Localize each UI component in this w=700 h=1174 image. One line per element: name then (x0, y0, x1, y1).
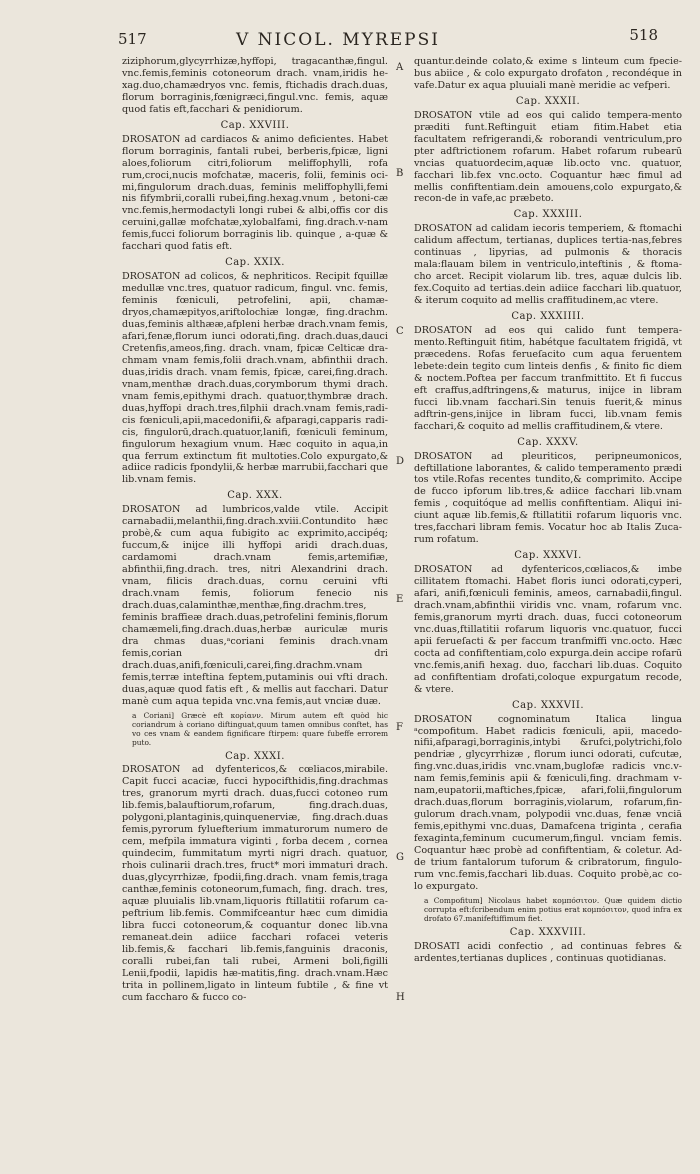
right-paragraph: quantur.deinde colato,& exime s linteum cum fpecie-bus abiice , & colo expurgato drofaton , recondéque in vafe.Datur ex aqua pluuiali manè meridie ac vefperi. (414, 56, 682, 91)
right-chapter-heading: Cap. XXXVIII. (509, 926, 587, 938)
right-paragraph: DROSATON ad pleuriticos, peripneumonicos, deftillatione laborantes, & calido temperamento prædi tos vtile.Rofas recentes tundito,& comprimito. Accipe de fucco ipforum lib.tres,& adiice facchari lib.vnam femis , coquitóque ad mellis confiftentiam. Aliqui ini-ciunt aquæ lib.femis,& ftillatitii rofarum liquoris vnc. tres,facchari libram femis. Vocatur hoc ab Italis Zuca-rum rofatum. (414, 450, 682, 546)
right-chapter-heading: Cap. XXXII. (515, 95, 581, 107)
right-paragraph: DROSATON ad eos qui calido funt tempera-mento.Reftinguit fitim, habétque facultatem frigidā, vt præcedens. Rofas ferueſacito cum aqua feruentem lebete:dein tegito cum linteis denfis , & finito fic diem & noctem.Poftea per faccum tranfmittito. Et fi fuccus eft craffus,adftringens,& maturus, inijce in libram fucci lib.vnam facchari.Sin tenuis fuerit,& minus adftrin-gens,inijce in libram fucci, lib.vnam femis facchari,& coquito ad mellis craffitudinem,& vtere. (414, 325, 682, 432)
left-paragraph: DROSATON ad colicos, & nephriticos. Recipit fquillæ medullæ vnc.tres, quatuor radicum, fingul. vnc. femis, feminis fœniculi, petrofelini, apii, chamæ-dryos,chamæpityos,ariftolochiæ longæ, fing.drachm. duas,feminis althææ,afpleni herbæ drach.vnam femis, afari,fenæ,florum iunci odorati,fing. drach.duas,dauci Cretenfis,ameos,fing. drach. vnam, fpicæ Celticæ dra-chmam vnam femis,folii drach.vnam, abfinthii drach. duas,iridis drach. vnam femis, fpicæ, carei,fing.drach. vnam,menthæ drach.duas,corymborum thymi drach. vnam femis,epithymi drach. quatuor,thymbræ drach. duas,hyffopi drach.tres,filphii drach.vnam femis,radi-cis fœniculi,apii,macedonifii,& afparagi,capparis radi-cis, fingulorū,drach.quatuor,lanifi, fœniculi feminum, fingulorum hexagium vnum. Hæc coquito in aqua,in qua ferrum extinctum fit multoties.Colo expurgato,& adiice radicis fpondylii,& herbæ marrubii,facchari que lib.vnam femis. (122, 271, 388, 486)
right-paragraph: DROSATON vtile ad eos qui calido tempera-mento præditi funt.Reftinguit etiam fitim.Habet etia facultatem refrigerandi,& roborandi ventriculum,pro pter adftrictionem rofarum. Habet rofarum rubearū vncias quatuordecim,aquæ lib.octo vnc. quatuor, facchari lib.fex vnc.octo. Coquantur hæc fimul ad mellis confiftentiam.dein amouens,colo expurgato,& recon-de in vafe,ac præbeto. (414, 109, 682, 205)
margin-letter: D (396, 456, 405, 467)
margin-letter: G (396, 852, 404, 863)
right-paragraph: DROSATON cognominatum Italica lingua ᵃcompofitum. Habet radicis fœniculi, apii, macedo-nifii,afparagi,borraginis,intybi &rufci,polytrichi,folo pendriæ , glycyrrhizæ , florum iunci odorati, cufcutæ, fing.vnc.duas,iridis vnc.vnam,buglofæ radicis vnc.v-nam femis,feminis apii & fœniculi,fing. drachmam v-nam,eupatorii,maftiches,fpicæ, afari,folii,fingulorum drach.duas,florum borraginis,violarum, rofarum,fin-gulorum drach.vnam, polypodii vnc.duas, fenæ vnciā femis,epithymi vnc.duas, Damafcena triginta , cerafia fexaginta,feminum cucumerum,fingul. vnciam femis. Coquantur hæc probè ad confiftentiam, & coletur. Ad-de trium fantalorum tuforum & cribratorum, fingulo-rum vnc.femis,facchari lib.duas. Coquito probè,ac co-lo expurgato. (414, 713, 682, 892)
right-chapter-heading: Cap. XXXIII. (513, 209, 583, 221)
left-chapter-heading: Cap. XXVIII. (220, 119, 290, 131)
left-paragraph: ziziphorum,glycyrrhizæ,hyffopi, tragacanthæ,fingul. vnc.femis,feminis cotoneorum drach. vnam,iridis he-xag.duo,chamædryos vnc. femis, ftichadis drach.duas, florum borraginis,fœnigræci,fingul.vnc. femis, aquæ quod fatis eft,facchari & penidiorum. (122, 56, 388, 115)
left-chapter-heading: Cap. XXXI. (225, 750, 285, 762)
right-footnote: a Compofitum] Nicolaus habet κομπόσιτον. Quæ quidem dictio corrupta eft:fcribendum enim potius erat κομπόσιτον, quod infra ex drofato 67.manifeftiffimum fiet. (424, 895, 682, 923)
right-chapter-heading: Cap. XXXVI. (514, 550, 582, 562)
margin-letter: H (396, 992, 405, 1003)
left-chapter-heading: Cap. XXX. (227, 490, 283, 502)
margin-letter: F (396, 722, 403, 733)
page-header (118, 26, 658, 52)
running-title: V NICOL. MYREPSI (236, 30, 440, 50)
margin-letter: B (396, 168, 404, 179)
left-chapter-heading: Cap. XXIX. (225, 257, 285, 269)
page-number-left: 517 (118, 30, 147, 48)
left-footnote: a Coriani] Græcè eft κορίανν. Mirum autem eft quòd hic coriandrum à coriano diftinguat,quum tamen omnibus conftet, has vo ces vnam & eandem fignificare ftirpem: quare fubeffe errorem puto. (132, 710, 388, 747)
left-paragraph: DROSATON ad dyfentericos,& cœliacos,mirabile. Capit fucci acaciæ, fucci hypocifthidis,fing.drachmas tres, granorum myrti drach. duas,fucci cotoneo rum lib.femis,balauftiorum,rofarum, fing.drach.duas, polygoni,plantaginis,quinquenerviæ, fing.drach.duas femis,pyrorum fyluefterium immaturorum numero de cem, mefpila immatura viginti , forba decem , cornea quindecim, fummitatum myrti nigri drach. quatuor, rhois culinarii drach.tres, fruct* mori immaturi drach. duas,glycyrrhizæ, fpodii,fing.drach. vnam femis,traga canthæ,feminis cotoneorum,fumach, fing. drach. tres, aquæ pluuialis lib.vnam,liquoris ftillatitii rofarum ca-peftrium lib.femis. Commifceantur hæc cum dimidia libra fucci cotoneorum,& coquantur donec lib.vna remaneat.dein adiice facchari rofacei veteris lib.femis,& facchari lib.femis,fanguinis draconis, coralli rubei,fan tali rubei, Armeni boli,figilli Lenii,fpodii, lapidis hæ-matitis,fing. drach.vnam.Hæc trita in pollinem,ligato in linteum fubtile , & fine vt cum faccharo & fucco co- (122, 764, 388, 1003)
margin-letter: C (396, 326, 404, 337)
page-number-right: 518 (629, 26, 658, 44)
right-paragraph: DROSATON ad calidam iecoris temperiem, & ftomachi calidum affectum, tertianas, duplices tertia-nas,febres continuas , lipyrias, ad pulmonis & thoracis mala:flauam bilem in ventriculo,inteftinis , & ftoma-cho arcet. Recipit violarum lib. tres, aquæ dulcis lib. fex.Coquito ad tertias.dein adiice facchari lib.quatuor, & iterum coquito ad mellis craffitudinem,ac vtere. (414, 223, 682, 307)
margin-letter: E (396, 594, 404, 605)
right-paragraph: DROSATI acidi confectio , ad continuas febres & ardentes,tertianas duplices , continuas quotidianas. (414, 940, 682, 964)
right-chapter-heading: Cap. XXXV. (517, 436, 579, 448)
left-column (122, 56, 388, 1006)
right-chapter-heading: Cap. XXXIIII. (511, 311, 585, 323)
right-chapter-heading: Cap. XXXVII. (511, 699, 585, 711)
right-paragraph: DROSATON ad dyfentericos,cœliacos,& imbe cillitatem ftomachi. Habet floris iunci odorati,cyperi, afari, anifi,fœniculi feminis, ameos, carnabadii,fingul. drach.vnam,abfinthii viridis vnc. vnam, rofarum vnc. femis,granorum myrti drach. duas, fucci cotoneorum vnc.duas,ftillatitii rofarum liquoris vnc.quatuor, fucci apii ferueſacti & per faccum tranfmiffi vnc.octo. Hæc cocta ad confiftentiam,colo expurga.dein accipe rofarū vnc.femis,anifi hexag. duo, facchari lib.duas. Coquito ad confiftentiam drofati,coloque expurgatum recode, & vtere. (414, 564, 682, 695)
margin-letter: A (396, 62, 404, 73)
left-paragraph: DROSATON ad lumbricos,valde vtile. Accipit carnabadii,melanthii,fing.drach.xviii.Contundito hæc probè,& cum aqua fubigito ac exprimito,accipéq; fuccum,& inijce illi hyffopi aridi drach.duas, cardamomi drach.vnam femis,artemifiæ, abfinthii,fing.drach. tres, nitri Alexandrini drach. vnam, filicis drach.duas, cornu ceruini vfti drach.vnam femis, foliorum fenecio nis drach.duas,calaminthæ,menthæ,fing.drachm.tres, feminis braffieæ drach.duas,petrofelini feminis,florum chamæmeli,fing.drach.duas,herbæ auriculæ muris dra chmas duas,ᵃcoriani feminis drach.vnam femis,corian dri drach.duas,anifi,fœniculi,carei,fing.drachm.vnam femis,terræ inteftina feptem,putaminis oui vfti drach. duas,aquæ quod fatis eft , & mellis aut facchari. Datur manè cum aqua tepida vnc.vna femis,aut vnciæ duæ. (122, 504, 388, 707)
right-column (414, 56, 682, 967)
left-paragraph: DROSATON ad cardiacos & animo deficientes. Habet florum borraginis, fantali rubei, berberis,fpicæ, ligni aloes,foliorum citri,foliorum meliffophylli, rofa rum,croci,nucis mofchatæ, maceris, folii, feminis oci-mi,fingulorum drach.duas, feminis meliffophylli,femi nis fifymbrii,coralli rubei,fing.hexag.vnum , betoni-cæ vnc.femis,hermodactyli longi rubei & albi,offis cor dis ceruini,gallæ mofchatæ,xylobalfami, fing.drach.v-nam femis,fucci foliorum borraginis lib. quinque , a-quæ & facchari quod fatis eft. (122, 133, 388, 253)
